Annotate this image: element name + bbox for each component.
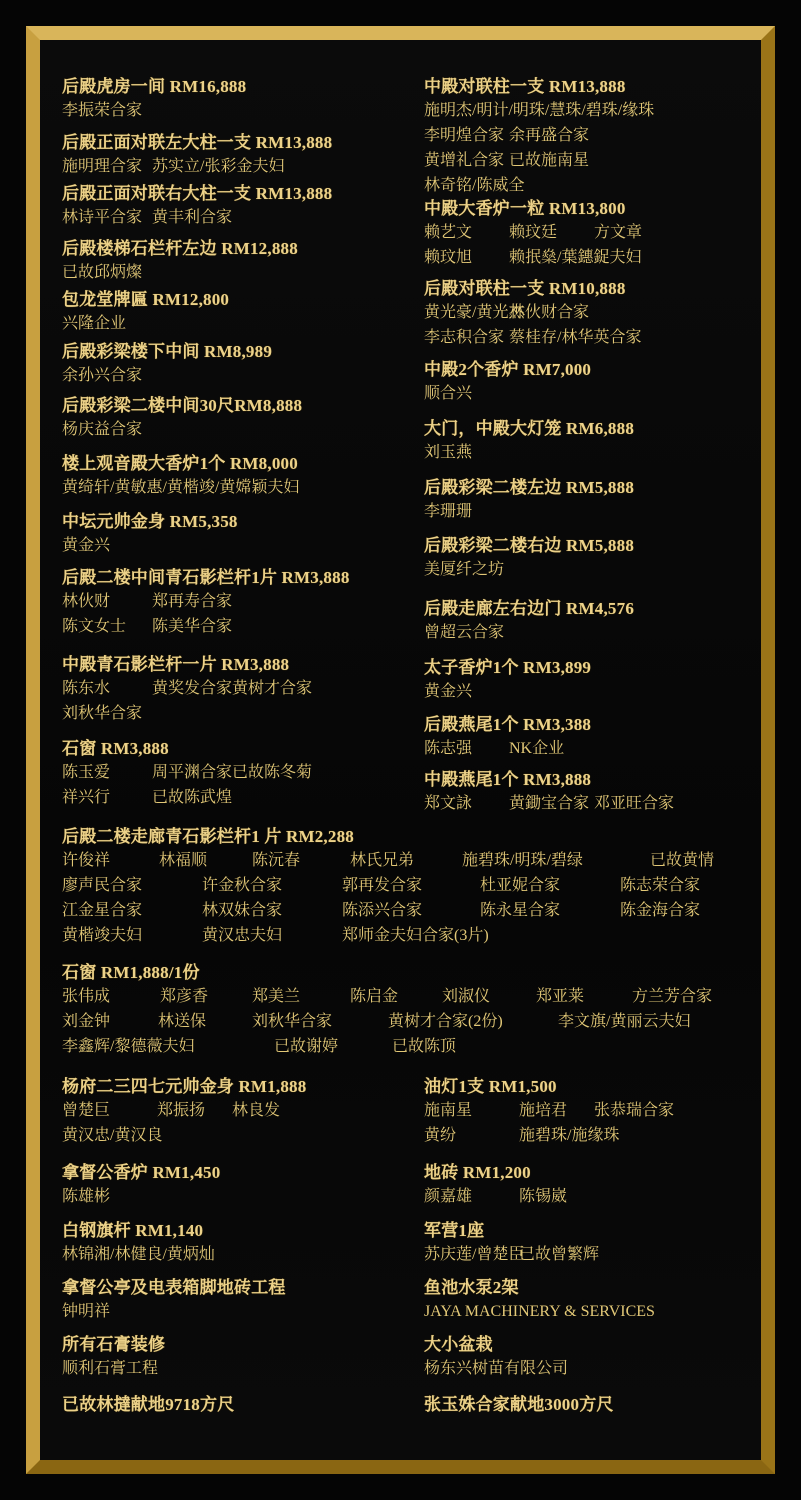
donation-entry bbox=[62, 567, 350, 639]
donation-entry bbox=[424, 1220, 600, 1267]
donor-line bbox=[62, 676, 313, 701]
donation-item-title: 后殿正面对联左大柱一支 RM13,888 bbox=[62, 133, 333, 152]
donor-name: 黄丰利合家 bbox=[152, 209, 233, 226]
donor-name: 张伟成 bbox=[62, 988, 111, 1005]
donor-name: 林奇铭/陈威全 bbox=[424, 177, 525, 194]
donation-item-title: 后殿走廊左右边门 RM4,576 bbox=[424, 599, 635, 618]
donor-line bbox=[62, 785, 233, 810]
donation-item-title: 太子香炉1个 RM3,899 bbox=[424, 658, 592, 677]
donation-entry bbox=[424, 278, 642, 350]
donation-item-title: 中殿大香炉一粒 RM13,800 bbox=[424, 199, 626, 218]
donor-line bbox=[424, 173, 626, 198]
donor-name: 曾楚巨 bbox=[62, 1102, 111, 1119]
donor-line bbox=[62, 363, 272, 388]
donor-line bbox=[62, 98, 246, 123]
donor-name: 杜亚妮合家 bbox=[480, 877, 561, 894]
donation-entry bbox=[424, 598, 634, 645]
donor-line bbox=[62, 701, 289, 726]
donation-item-title: 中坛元帅金身 RM5,358 bbox=[62, 512, 238, 531]
donor-name: 余孙兴合家 bbox=[62, 367, 143, 384]
donor-name: 林伙财合家 bbox=[509, 304, 590, 321]
donation-entry bbox=[62, 1334, 165, 1381]
donor-name: 美厦纤之坊 bbox=[424, 561, 505, 578]
donor-line bbox=[424, 620, 634, 645]
donor-line bbox=[424, 499, 634, 524]
donation-entry bbox=[424, 1162, 568, 1209]
donation-item-title: 包龙堂牌匾 RM12,800 bbox=[62, 290, 230, 309]
donation-item-title: 地砖 RM1,200 bbox=[424, 1163, 531, 1182]
donation-item-title: 后殿正面对联右大柱一支 RM13,888 bbox=[62, 184, 333, 203]
donor-name: 张恭瑞合家 bbox=[594, 1102, 675, 1119]
donation-entry bbox=[424, 359, 591, 406]
donor-name: 陈永星合家 bbox=[480, 902, 561, 919]
donor-line bbox=[62, 260, 298, 285]
donor-line bbox=[424, 557, 634, 582]
donation-entry bbox=[424, 769, 675, 816]
donor-name: 陈志强 bbox=[424, 740, 473, 757]
donor-name: 颜嘉雄 bbox=[424, 1188, 473, 1205]
donor-name: 施碧珠/施缘珠 bbox=[519, 1127, 620, 1144]
donor-name: 黄奖发合家 bbox=[152, 680, 233, 697]
donor-line bbox=[62, 1009, 691, 1034]
donor-name: 陈志荣合家 bbox=[620, 877, 701, 894]
donor-line bbox=[62, 417, 302, 442]
donor-name: 周平渊合家 bbox=[152, 764, 233, 781]
donor-line bbox=[424, 148, 626, 173]
donation-item-title: 楼上观音殿大香炉1个 RM8,000 bbox=[62, 454, 298, 473]
donor-name: 陈东水 bbox=[62, 680, 111, 697]
donor-name: 林福顺 bbox=[159, 852, 208, 869]
donor-name: 苏庆莲/曾楚臣 bbox=[424, 1246, 525, 1263]
donation-entry bbox=[62, 289, 229, 336]
donation-entry bbox=[62, 238, 298, 285]
donor-line bbox=[62, 923, 489, 948]
donation-entry bbox=[62, 962, 713, 1059]
donor-name: 顺利石膏工程 bbox=[62, 1360, 159, 1377]
donation-item-title: 大小盆栽 bbox=[424, 1335, 493, 1354]
donor-name: 黄光豪/黄光杰 bbox=[424, 304, 525, 321]
donor-name: 陈文女士 bbox=[62, 618, 127, 635]
donor-line bbox=[62, 311, 229, 336]
donor-name: 已故曾繁辉 bbox=[519, 1246, 600, 1263]
donation-item-title: 后殿对联柱一支 RM10,888 bbox=[424, 279, 626, 298]
donor-line bbox=[424, 300, 626, 325]
donation-entry bbox=[62, 826, 715, 948]
donor-line bbox=[424, 736, 591, 761]
donation-entry bbox=[424, 1277, 655, 1324]
donor-name: 已故邱炳燦 bbox=[62, 264, 143, 281]
donation-entry bbox=[62, 341, 272, 388]
donor-name: 李明煌合家 bbox=[424, 127, 505, 144]
donor-name: 许俊祥 bbox=[62, 852, 111, 869]
donor-name: 林良发 bbox=[232, 1102, 281, 1119]
donor-name: 黄汉忠夫妇 bbox=[202, 927, 283, 944]
donation-entry bbox=[424, 1076, 675, 1148]
donation-entry bbox=[62, 1076, 306, 1148]
donor-name: 陈启金 bbox=[350, 988, 399, 1005]
donor-name: 刘玉燕 bbox=[424, 444, 473, 461]
donor-name: 黄增礼合家 bbox=[424, 152, 505, 169]
donation-item-title: 拿督公亭及电表箱脚地砖工程 bbox=[62, 1278, 286, 1297]
donor-name: 陈锡崴 bbox=[519, 1188, 568, 1205]
donor-line bbox=[424, 1098, 675, 1123]
donor-name: 陈添兴合家 bbox=[342, 902, 423, 919]
donor-line bbox=[424, 1123, 620, 1148]
donor-name: 施培君 bbox=[519, 1102, 568, 1119]
donor-name: 李志积合家 bbox=[424, 329, 505, 346]
donor-name: 赖玟旭 bbox=[424, 249, 473, 266]
donation-item-title: 所有石膏装修 bbox=[62, 1335, 166, 1354]
donor-name: NK企业 bbox=[509, 740, 565, 757]
donor-name: 黄金兴 bbox=[62, 537, 111, 554]
donor-name: 已故陈冬菊 bbox=[232, 764, 313, 781]
donor-name: 许金秋合家 bbox=[202, 877, 283, 894]
donor-line bbox=[62, 1098, 306, 1123]
donor-name: 刘金钟 bbox=[62, 1013, 111, 1030]
donation-item-title: 杨府二三四七元帅金身 RM1,888 bbox=[62, 1077, 307, 1096]
donation-entry bbox=[62, 453, 298, 500]
donor-name: 施明理合家 bbox=[62, 158, 143, 175]
donor-line bbox=[62, 1034, 457, 1059]
donation-entry bbox=[62, 1162, 220, 1209]
donor-line bbox=[424, 220, 643, 245]
donor-name: 黄纷 bbox=[424, 1127, 457, 1144]
donor-line bbox=[424, 791, 675, 816]
donation-item-title: 后殿二楼走廊青石影栏杆1 片 RM2,288 bbox=[62, 827, 354, 846]
donor-name: 杨东兴树苗有限公司 bbox=[424, 1360, 569, 1377]
donor-line bbox=[424, 440, 634, 465]
donor-name: 刘秋华合家 bbox=[252, 1013, 333, 1030]
donation-item-title: 后殿燕尾1个 RM3,388 bbox=[424, 715, 592, 734]
donation-entry bbox=[424, 418, 634, 465]
donation-entry bbox=[62, 1220, 215, 1267]
donation-entry bbox=[62, 76, 246, 123]
donor-name: 黄鋤宝合家 bbox=[509, 795, 590, 812]
donation-item-title: 中殿青石影栏杆一片 RM3,888 bbox=[62, 655, 290, 674]
donor-line bbox=[62, 1242, 215, 1267]
donation-item-title: 张玉姝合家献地3000方尺 bbox=[424, 1395, 614, 1414]
donation-entry bbox=[424, 714, 591, 761]
donor-name: 施南星 bbox=[424, 1102, 473, 1119]
donor-line bbox=[62, 984, 713, 1009]
donation-item-title: 白钢旗杆 RM1,140 bbox=[62, 1221, 204, 1240]
donor-line bbox=[424, 1299, 655, 1324]
donor-plaque bbox=[40, 40, 761, 1460]
donation-item-title: 鱼池水泵2架 bbox=[424, 1278, 519, 1297]
donor-name: 黄树才合家 bbox=[232, 680, 313, 697]
donor-name: 林送保 bbox=[158, 1013, 207, 1030]
donor-line bbox=[424, 381, 591, 406]
donation-entry bbox=[62, 395, 302, 442]
donor-name: 郑文詠 bbox=[424, 795, 473, 812]
donor-line bbox=[424, 245, 642, 270]
donor-name: 廖声民合家 bbox=[62, 877, 143, 894]
donation-item-title: 后殿彩梁楼下中间 RM8,989 bbox=[62, 342, 273, 361]
donor-name: 施碧珠/明珠/碧绿 bbox=[462, 852, 583, 869]
donation-item-title: 后殿彩梁二楼中间30尺RM8,888 bbox=[62, 396, 303, 415]
donor-name: 黄汉忠/黄汉良 bbox=[62, 1127, 163, 1144]
donation-item-title: 石窗 RM3,888 bbox=[62, 739, 169, 758]
donor-line bbox=[62, 1356, 165, 1381]
donor-line bbox=[424, 1184, 568, 1209]
donation-entry bbox=[62, 1277, 286, 1324]
donation-item-title: 中殿对联柱一支 RM13,888 bbox=[424, 77, 626, 96]
donor-name: 李振荣合家 bbox=[62, 102, 143, 119]
donor-name: 黄金兴 bbox=[424, 683, 473, 700]
donor-line bbox=[62, 614, 350, 639]
donor-name: 赖玟廷 bbox=[509, 224, 558, 241]
donor-line bbox=[62, 1299, 286, 1324]
donor-name: 曾超云合家 bbox=[424, 624, 505, 641]
donation-entry bbox=[62, 183, 332, 230]
donor-name: 李鑫辉/黎德薇夫妇 bbox=[62, 1038, 195, 1055]
donor-name: 祥兴行 bbox=[62, 789, 111, 806]
donor-name: 郭再发合家 bbox=[342, 877, 423, 894]
donation-entry bbox=[62, 511, 238, 558]
donor-line bbox=[62, 873, 701, 898]
donation-entry bbox=[62, 1394, 234, 1416]
donor-name: 蔡桂存/林华英合家 bbox=[509, 329, 642, 346]
donation-item-title: 已故林撻献地9718方尺 bbox=[62, 1395, 235, 1414]
donor-name: 郑再寿合家 bbox=[152, 593, 233, 610]
donation-item-title: 后殿二楼中间青石影栏杆1片 RM3,888 bbox=[62, 568, 350, 587]
donation-item-title: 军营1座 bbox=[424, 1221, 485, 1240]
donation-item-title: 大门，中殿大灯笼 RM6,888 bbox=[424, 419, 635, 438]
donor-name: 郑彦香 bbox=[160, 988, 209, 1005]
donor-line bbox=[62, 533, 238, 558]
donor-name: 余再盛合家 bbox=[509, 127, 590, 144]
donor-name: 郑亚莱 bbox=[536, 988, 585, 1005]
donation-item-title: 后殿楼梯石栏杆左边 RM12,888 bbox=[62, 239, 298, 258]
donation-entry bbox=[62, 132, 332, 179]
donor-name: 江金星合家 bbox=[62, 902, 143, 919]
donor-name: 方文章 bbox=[594, 224, 643, 241]
donation-item-title: 油灯1支 RM1,500 bbox=[424, 1077, 557, 1096]
donation-entry bbox=[424, 1394, 614, 1416]
donor-line bbox=[424, 1356, 569, 1381]
donor-name: 刘淑仪 bbox=[442, 988, 491, 1005]
donation-item-title: 后殿彩梁二楼右边 RM5,888 bbox=[424, 536, 635, 555]
donor-name: 钟明祥 bbox=[62, 1303, 111, 1320]
donor-name: JAYA MACHINERY & SERVICES bbox=[424, 1303, 655, 1320]
donation-entry bbox=[424, 198, 643, 270]
donor-name: 已故陈武煌 bbox=[152, 789, 233, 806]
donor-name: 李珊珊 bbox=[424, 503, 473, 520]
donor-name: 顺合兴 bbox=[424, 385, 473, 402]
donor-name: 陈沅春 bbox=[252, 852, 301, 869]
donor-name: 赖抿燊/葉鏸鋜夫妇 bbox=[509, 249, 642, 266]
donor-name: 李文旗/黄丽云夫妇 bbox=[558, 1013, 691, 1030]
donor-name: 已故黄情 bbox=[650, 852, 715, 869]
donor-name: 已故谢婷 bbox=[274, 1038, 339, 1055]
donor-name: 郑师金夫妇合家(3片) bbox=[342, 927, 489, 944]
donor-name: 已故施南星 bbox=[509, 152, 590, 169]
donation-item-title: 中殿2个香炉 RM7,000 bbox=[424, 360, 592, 379]
donation-entry bbox=[424, 657, 591, 704]
donor-name: 林双妹合家 bbox=[202, 902, 283, 919]
donor-name: 黄树才合家(2份) bbox=[388, 1013, 503, 1030]
donor-line bbox=[424, 98, 655, 123]
donor-name: 郑美兰 bbox=[252, 988, 301, 1005]
donation-item-title: 中殿燕尾1个 RM3,888 bbox=[424, 770, 592, 789]
donor-name: 林伙财 bbox=[62, 593, 111, 610]
donor-line bbox=[424, 679, 591, 704]
donor-line bbox=[62, 1123, 306, 1148]
donation-item-title: 后殿彩梁二楼左边 RM5,888 bbox=[424, 478, 635, 497]
donor-line bbox=[62, 154, 332, 179]
donation-item-title: 拿督公香炉 RM1,450 bbox=[62, 1163, 221, 1182]
donor-name: 苏实立/张彩金夫妇 bbox=[152, 158, 285, 175]
donor-line bbox=[62, 1184, 220, 1209]
donation-entry bbox=[424, 477, 634, 524]
donor-name: 已故陈顶 bbox=[392, 1038, 457, 1055]
donor-name: 陈金海合家 bbox=[620, 902, 701, 919]
donation-item-title: 石窗 RM1,888/1份 bbox=[62, 963, 200, 982]
donor-line bbox=[424, 123, 626, 148]
donor-line bbox=[62, 760, 313, 785]
donor-name: 林氏兄弟 bbox=[350, 852, 415, 869]
donor-name: 方兰芳合家 bbox=[632, 988, 713, 1005]
donor-line bbox=[62, 205, 332, 230]
donor-line bbox=[62, 848, 715, 873]
donor-name: 杨庆益合家 bbox=[62, 421, 143, 438]
donor-line bbox=[424, 1242, 600, 1267]
donor-name: 黄绮轩/黄敏惠/黄楷竣/黄嫦颖夫妇 bbox=[62, 479, 300, 496]
donor-name: 黄楷竣夫妇 bbox=[62, 927, 143, 944]
donor-name: 兴隆企业 bbox=[62, 315, 127, 332]
donor-name: 郑振扬 bbox=[157, 1102, 206, 1119]
donor-name: 施明杰/明计/明珠/慧珠/碧珠/缘珠 bbox=[424, 102, 655, 119]
donation-entry bbox=[424, 1334, 569, 1381]
donor-line bbox=[62, 589, 350, 614]
donation-item-title: 后殿虎房一间 RM16,888 bbox=[62, 77, 247, 96]
donation-entry bbox=[424, 535, 634, 582]
donor-line bbox=[62, 898, 701, 923]
donor-name: 赖艺文 bbox=[424, 224, 473, 241]
donation-entry bbox=[424, 76, 655, 198]
donor-name: 陈美华合家 bbox=[152, 618, 233, 635]
donation-entry bbox=[62, 654, 313, 726]
donor-line bbox=[424, 325, 642, 350]
donor-name: 陈玉爱 bbox=[62, 764, 111, 781]
donor-name: 林诗平合家 bbox=[62, 209, 143, 226]
donor-name: 刘秋华合家 bbox=[62, 705, 143, 722]
donor-name: 陈雄彬 bbox=[62, 1188, 111, 1205]
donor-name: 邓亚旺合家 bbox=[594, 795, 675, 812]
donor-line bbox=[62, 475, 298, 500]
donation-entry bbox=[62, 738, 313, 810]
donor-name: 林锦湘/林健良/黄炳灿 bbox=[62, 1246, 215, 1263]
